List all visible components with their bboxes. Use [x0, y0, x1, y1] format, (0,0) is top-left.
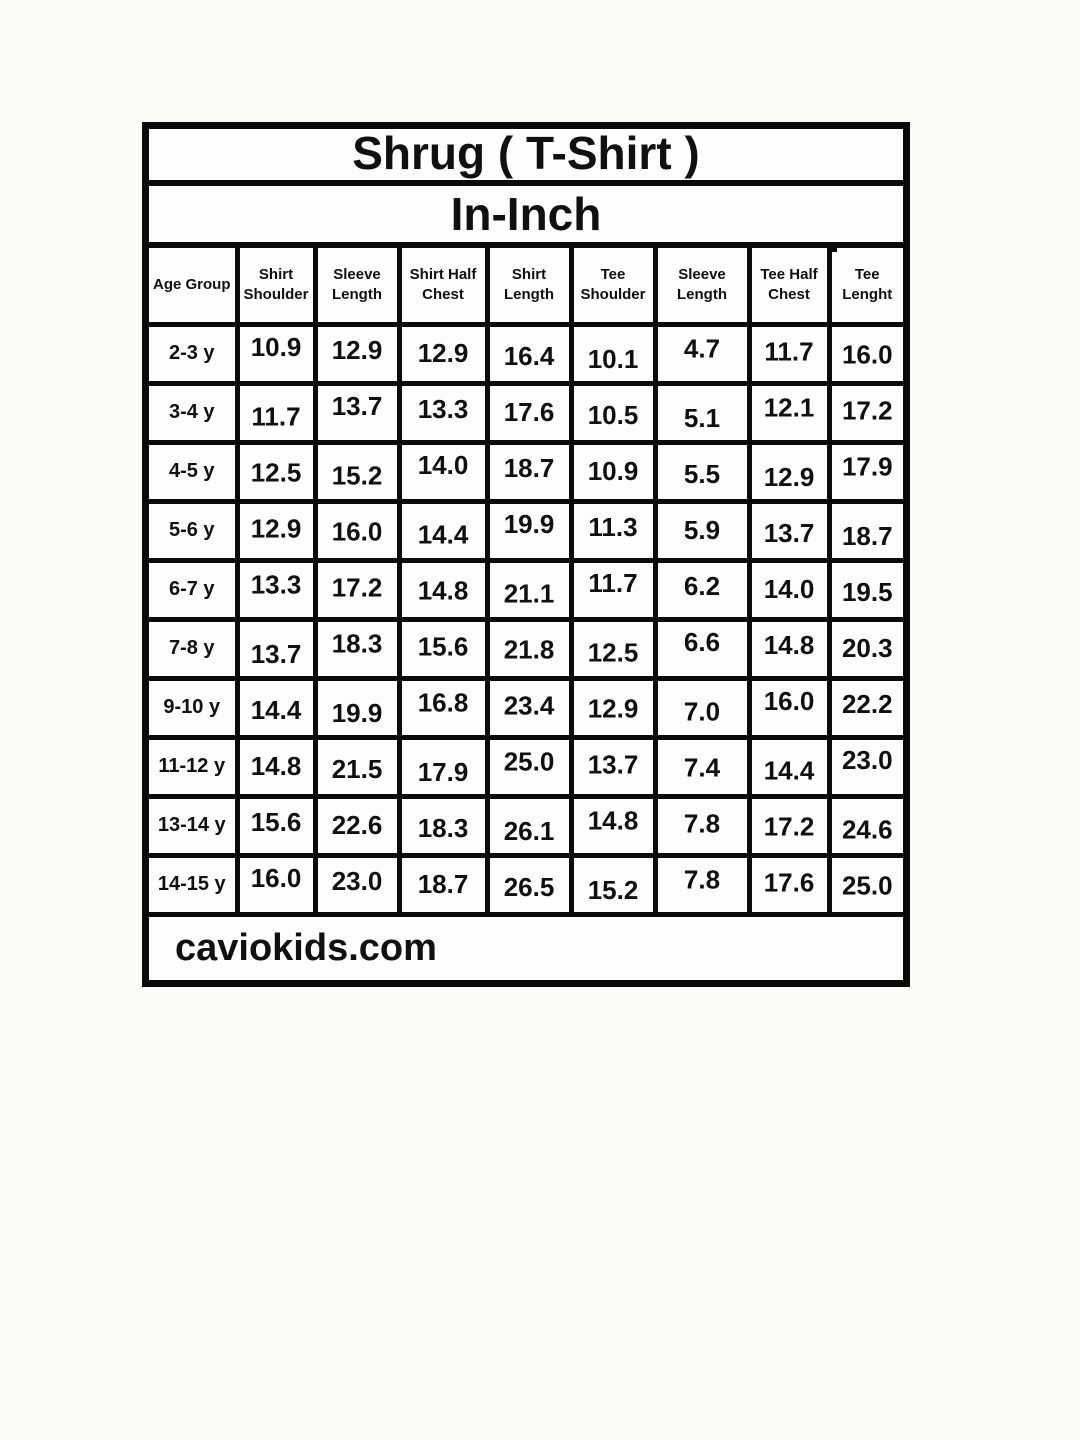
column-header-age-group: Age Group: [149, 248, 237, 324]
table-body: [149, 324, 903, 914]
column-header-tee-lenght: Tee Lenght: [829, 248, 903, 324]
measurement-cell: 22.2: [829, 678, 903, 737]
measurement-cell: 18.7: [829, 501, 903, 560]
table-row: [149, 560, 903, 619]
measurement-cell: 14.8: [399, 560, 487, 619]
measurement-cell: 12.9: [237, 501, 315, 560]
measurement-cell: 7.8: [655, 855, 749, 914]
measurement-cell: 13.7: [315, 383, 399, 442]
measurement-cell: 4.7: [655, 324, 749, 383]
footer-website: caviokids.com: [149, 914, 903, 980]
chart-title: Shrug ( T-Shirt ): [149, 129, 903, 186]
measurement-cell: 14.8: [571, 796, 655, 855]
table-row: [149, 501, 903, 560]
table-row: [149, 442, 903, 501]
measurement-cell: 25.0: [829, 855, 903, 914]
measurement-cell: 11.7: [571, 560, 655, 619]
measurement-cell: 14.4: [749, 737, 829, 796]
measurement-cell: 15.6: [237, 796, 315, 855]
measurement-cell: 16.0: [829, 324, 903, 383]
measurement-cell: 10.9: [237, 324, 315, 383]
measurement-cell: 13.7: [749, 501, 829, 560]
age-group-label: 7-8 y: [149, 619, 237, 678]
measurement-cell: 17.2: [749, 796, 829, 855]
table-row: [149, 678, 903, 737]
measurement-cell: 12.9: [315, 324, 399, 383]
measurement-cell: 6.6: [655, 619, 749, 678]
measurement-cell: 10.5: [571, 383, 655, 442]
measurement-cell: 12.9: [749, 442, 829, 501]
measurement-cell: 16.8: [399, 678, 487, 737]
measurement-cell: 5.9: [655, 501, 749, 560]
measurement-cell: 23.0: [829, 737, 903, 796]
measurement-cell: 6.2: [655, 560, 749, 619]
measurement-cell: 18.3: [315, 619, 399, 678]
measurement-cell: 11.7: [237, 383, 315, 442]
measurement-cell: 5.5: [655, 442, 749, 501]
age-group-label: 9-10 y: [149, 678, 237, 737]
column-header-sleeve-length: Sleeve Length: [315, 248, 399, 324]
measurement-cell: 14.0: [749, 560, 829, 619]
measurement-cell: 24.6: [829, 796, 903, 855]
column-header-shirt-shoulder: Shirt Shoulder: [237, 248, 315, 324]
border-artifact: [830, 243, 837, 252]
measurement-cell: 16.0: [237, 855, 315, 914]
measurement-cell: 7.0: [655, 678, 749, 737]
measurement-cell: 7.4: [655, 737, 749, 796]
column-header-shirt-length: Shirt Length: [487, 248, 571, 324]
measurement-cell: 17.6: [487, 383, 571, 442]
age-group-label: 6-7 y: [149, 560, 237, 619]
age-group-label: 13-14 y: [149, 796, 237, 855]
measurement-cell: 17.2: [829, 383, 903, 442]
measurement-cell: 15.2: [315, 442, 399, 501]
table-row: [149, 324, 903, 383]
measurement-cell: 19.9: [315, 678, 399, 737]
measurement-cell: 10.9: [571, 442, 655, 501]
measurement-cell: 14.8: [237, 737, 315, 796]
measurement-cell: 12.9: [399, 324, 487, 383]
measurement-cell: 11.3: [571, 501, 655, 560]
age-group-label: 5-6 y: [149, 501, 237, 560]
measurement-cell: 14.0: [399, 442, 487, 501]
measurement-cell: 14.8: [749, 619, 829, 678]
age-group-label: 4-5 y: [149, 442, 237, 501]
age-group-label: 3-4 y: [149, 383, 237, 442]
measurement-cell: 7.8: [655, 796, 749, 855]
measurement-cell: 15.2: [571, 855, 655, 914]
measurement-cell: 26.5: [487, 855, 571, 914]
column-header-sleeve-length-2: Sleeve Length: [655, 248, 749, 324]
table-row: [149, 383, 903, 442]
measurement-cell: 16.4: [487, 324, 571, 383]
measurement-cell: 16.0: [315, 501, 399, 560]
measurement-cell: 18.7: [487, 442, 571, 501]
measurement-cell: 17.6: [749, 855, 829, 914]
table-row: [149, 796, 903, 855]
measurement-cell: 26.1: [487, 796, 571, 855]
measurement-cell: 17.2: [315, 560, 399, 619]
measurement-cell: 22.6: [315, 796, 399, 855]
measurement-cell: 5.1: [655, 383, 749, 442]
measurement-cell: 13.7: [571, 737, 655, 796]
measurement-cell: 14.4: [237, 678, 315, 737]
header-row: [149, 248, 903, 324]
measurement-cell: 10.1: [571, 324, 655, 383]
measurement-cell: 15.6: [399, 619, 487, 678]
measurement-cell: 21.1: [487, 560, 571, 619]
size-table: [149, 248, 903, 980]
measurement-cell: 12.5: [571, 619, 655, 678]
measurement-cell: 12.1: [749, 383, 829, 442]
measurement-cell: 23.4: [487, 678, 571, 737]
measurement-cell: 13.3: [237, 560, 315, 619]
size-chart: [142, 122, 910, 987]
measurement-cell: 17.9: [399, 737, 487, 796]
measurement-cell: 25.0: [487, 737, 571, 796]
measurement-cell: 13.7: [237, 619, 315, 678]
measurement-cell: 18.3: [399, 796, 487, 855]
column-header-tee-half-chest: Tee Half Chest: [749, 248, 829, 324]
measurement-cell: 19.9: [487, 501, 571, 560]
age-group-label: 11-12 y: [149, 737, 237, 796]
age-group-label: 14-15 y: [149, 855, 237, 914]
footer-row: [149, 914, 903, 980]
measurement-cell: 20.3: [829, 619, 903, 678]
table-row: [149, 737, 903, 796]
measurement-cell: 21.8: [487, 619, 571, 678]
chart-subtitle: In-Inch: [149, 186, 903, 248]
table-row: [149, 619, 903, 678]
column-header-tee-shoulder: Tee Shoulder: [571, 248, 655, 324]
measurement-cell: 18.7: [399, 855, 487, 914]
measurement-cell: 14.4: [399, 501, 487, 560]
measurement-cell: 19.5: [829, 560, 903, 619]
measurement-cell: 13.3: [399, 383, 487, 442]
measurement-cell: 21.5: [315, 737, 399, 796]
column-header-shirt-half-chest: Shirt Half Chest: [399, 248, 487, 324]
measurement-cell: 16.0: [749, 678, 829, 737]
measurement-cell: 23.0: [315, 855, 399, 914]
measurement-cell: 17.9: [829, 442, 903, 501]
age-group-label: 2-3 y: [149, 324, 237, 383]
measurement-cell: 11.7: [749, 324, 829, 383]
table-row: [149, 855, 903, 914]
measurement-cell: 12.5: [237, 442, 315, 501]
measurement-cell: 12.9: [571, 678, 655, 737]
